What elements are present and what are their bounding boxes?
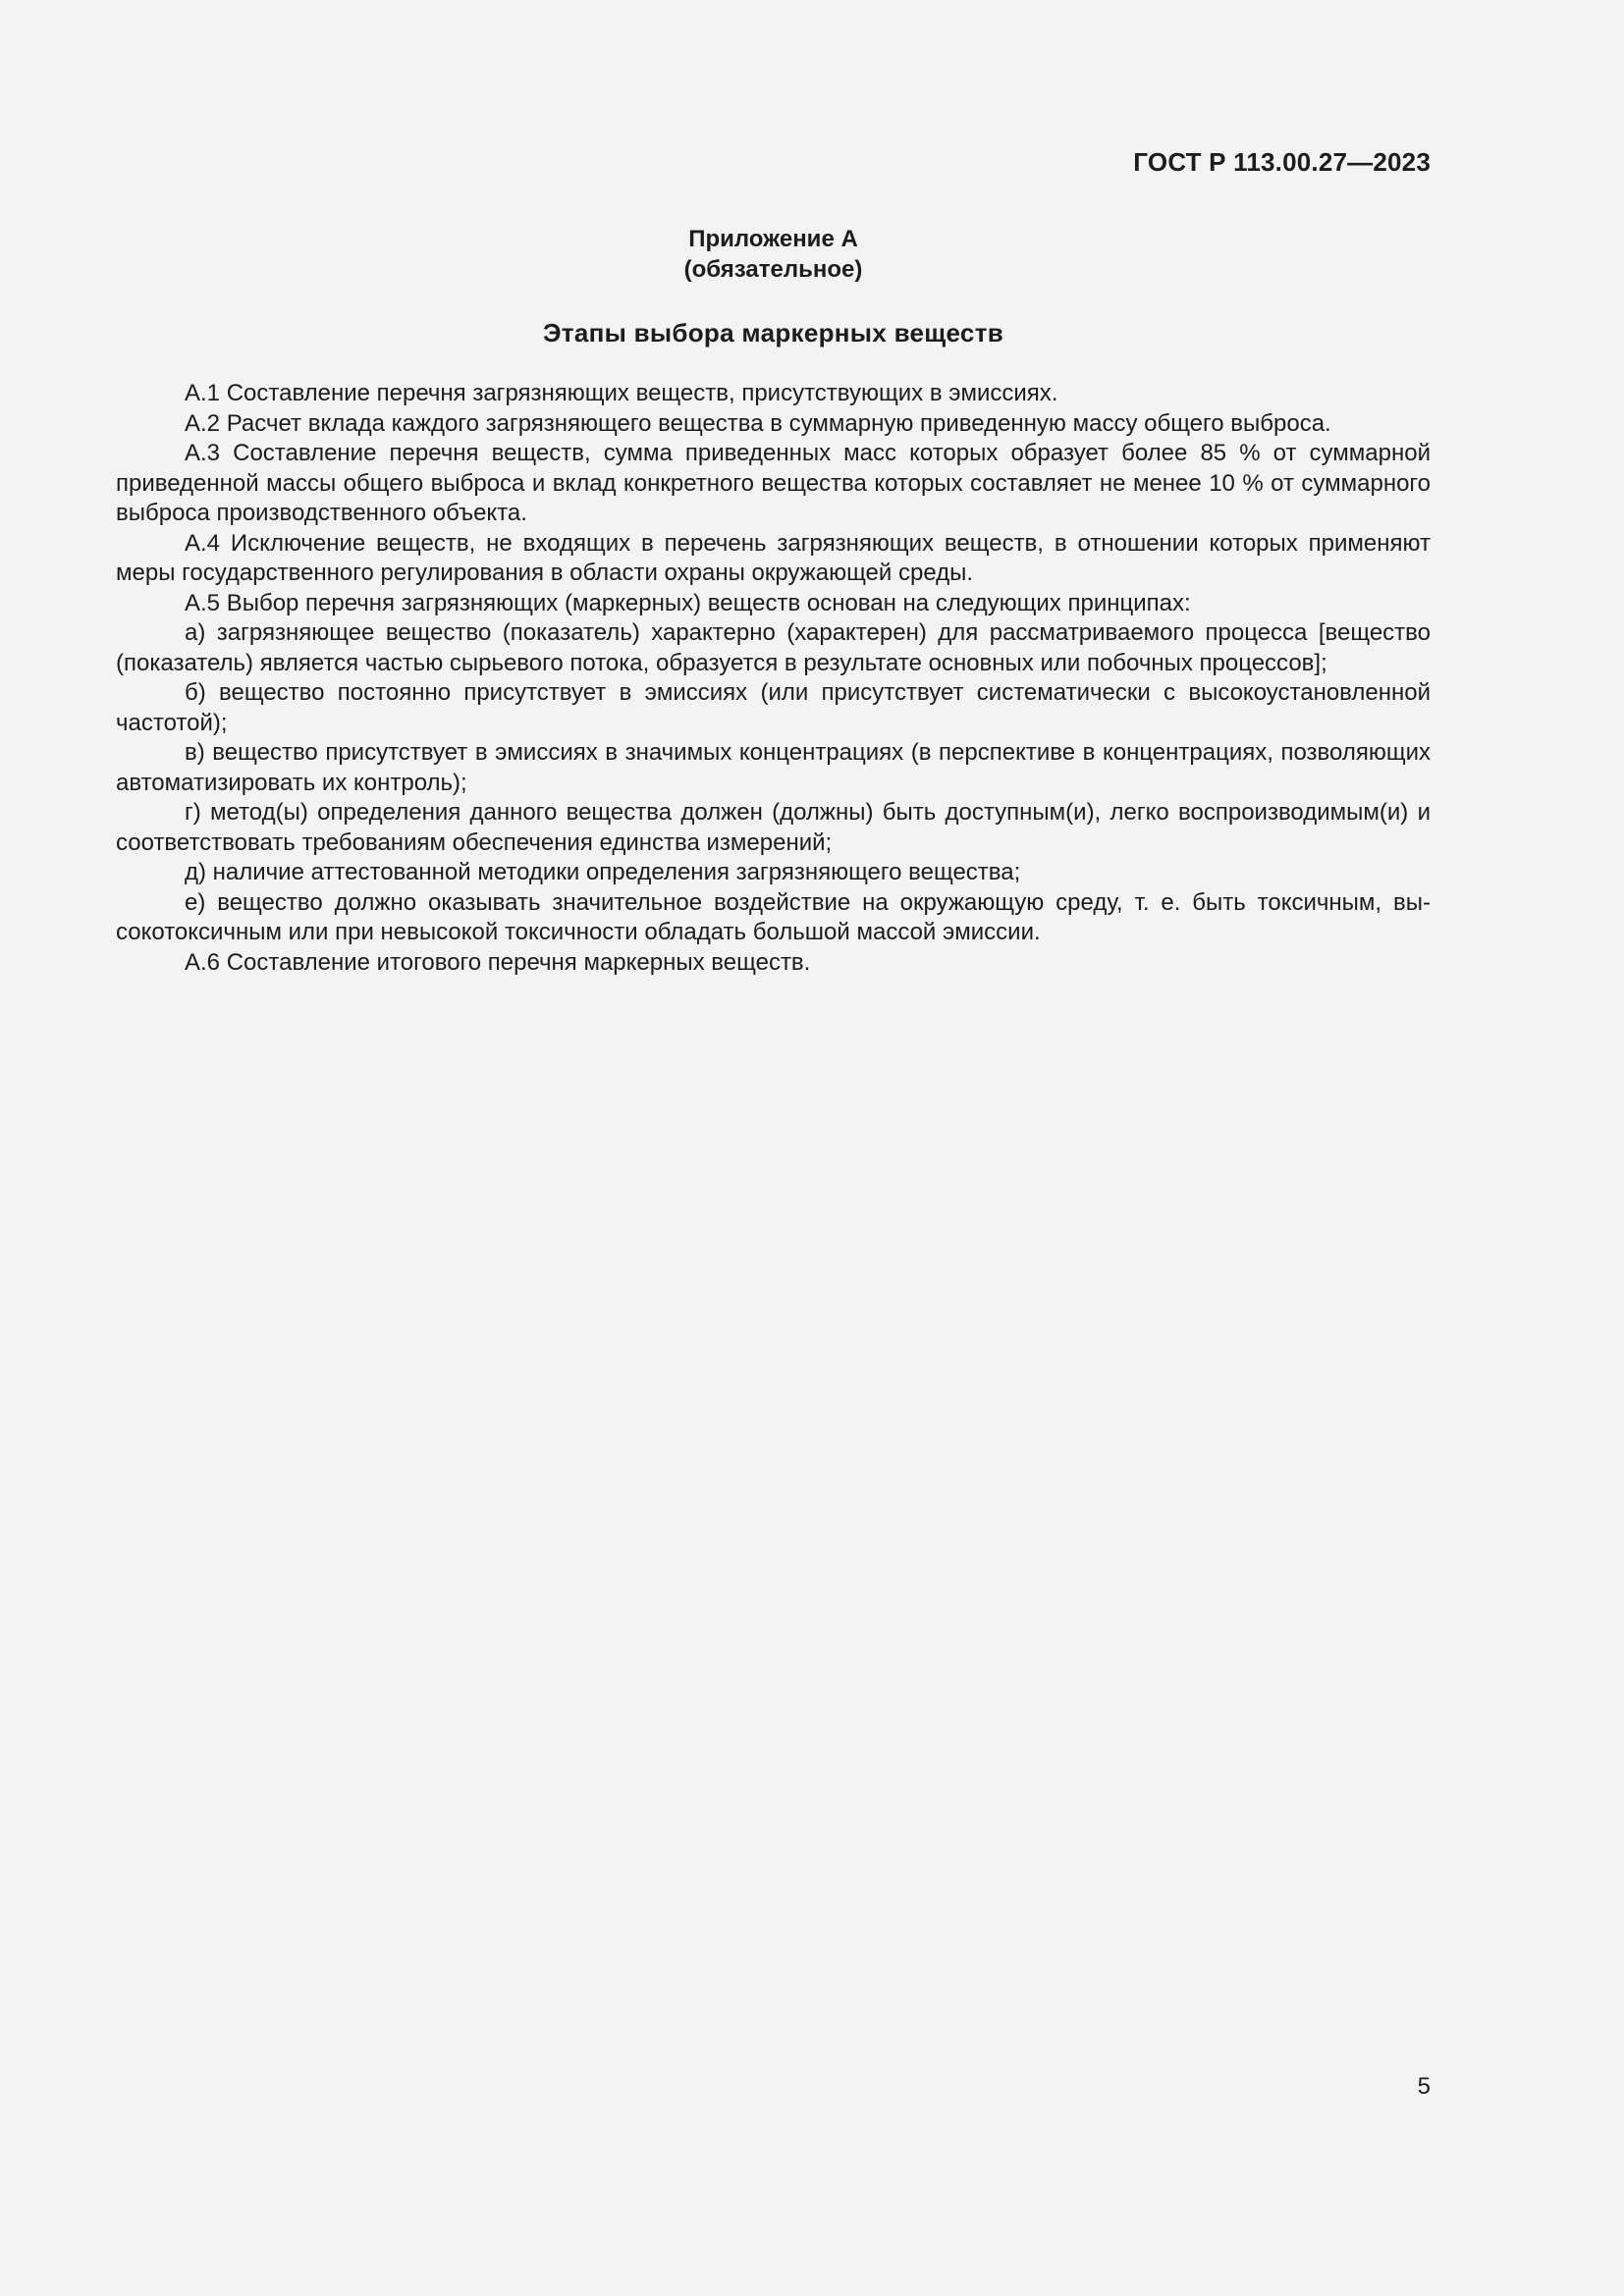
paragraph-a2: А.2 Расчет вклада каждого загрязняющего вещества в суммарную приведенную массу общего выброса. [185,409,1331,437]
paragraph-a5: А.5 Выбор перечня загрязняющих (маркерных) веществ основан на следующих принципах: [185,589,1191,616]
paragraph-a3: А.3 Составление перечня веществ, сумма приведенных масс которых образует более 85 % от суммарной приведенной массы общего выброса и вклад конкретного вещества которых составляет не менее 10 % от суммарного выброса производственного объекта. [116,440,1431,526]
list-item-e: е) вещество должно оказывать значительное воздействие на окружающую среду, т. е. быть токсичным, высокотоксичным или при невысокой токсичности обладать большой массой эмиссии. [116,888,1431,945]
page-number: 5 [1417,2073,1431,2100]
paragraph-a1: А.1 Составление перечня загрязняющих веществ, присутствующих в эмиссиях. [185,380,1058,406]
list-item-a: а) загрязняющее вещество (показатель) характерно (характерен) для рассматриваемого процесса [вещество (показатель) является частью сырьевого потока, образуется в результате основных или побочных процессов]; [116,619,1431,676]
section-heading: Этапы выбора маркерных веществ [542,318,1004,347]
list-item-d: д) наличие аттестованной методики определения загрязняющего вещества; [185,859,1021,885]
list-item-b: б) вещество постоянно присутствует в эмиссиях (или присутствует систематически с высокоустановленной частотой); [116,679,1431,736]
document-code: ГОСТ Р 113.00.27—2023 [1133,147,1431,177]
paragraph-a6: А.6 Составление итогового перечня маркерных веществ. [185,948,811,976]
appendix-status: (обязательное) [683,256,863,283]
body-text [116,379,1431,978]
list-item-g: г) метод(ы) определения данного вещества должен (должны) быть доступным(и), легко воспроизводимым(и) и соответствовать требованиям обеспечения единства измерений; [116,799,1431,856]
appendix-title: Приложение А [688,226,858,252]
list-item-v: в) вещество присутствует в эмиссиях в значимых концентрациях (в перспективе в концентрациях, позволяющих автоматизировать их контроль); [116,739,1431,796]
paragraph-a4: А.4 Исключение веществ, не входящих в перечень загрязняющих веществ, в отношении которых применяют меры государственного регулирования в области охраны окружающей среды. [116,529,1431,586]
appendix-header [116,224,1431,285]
